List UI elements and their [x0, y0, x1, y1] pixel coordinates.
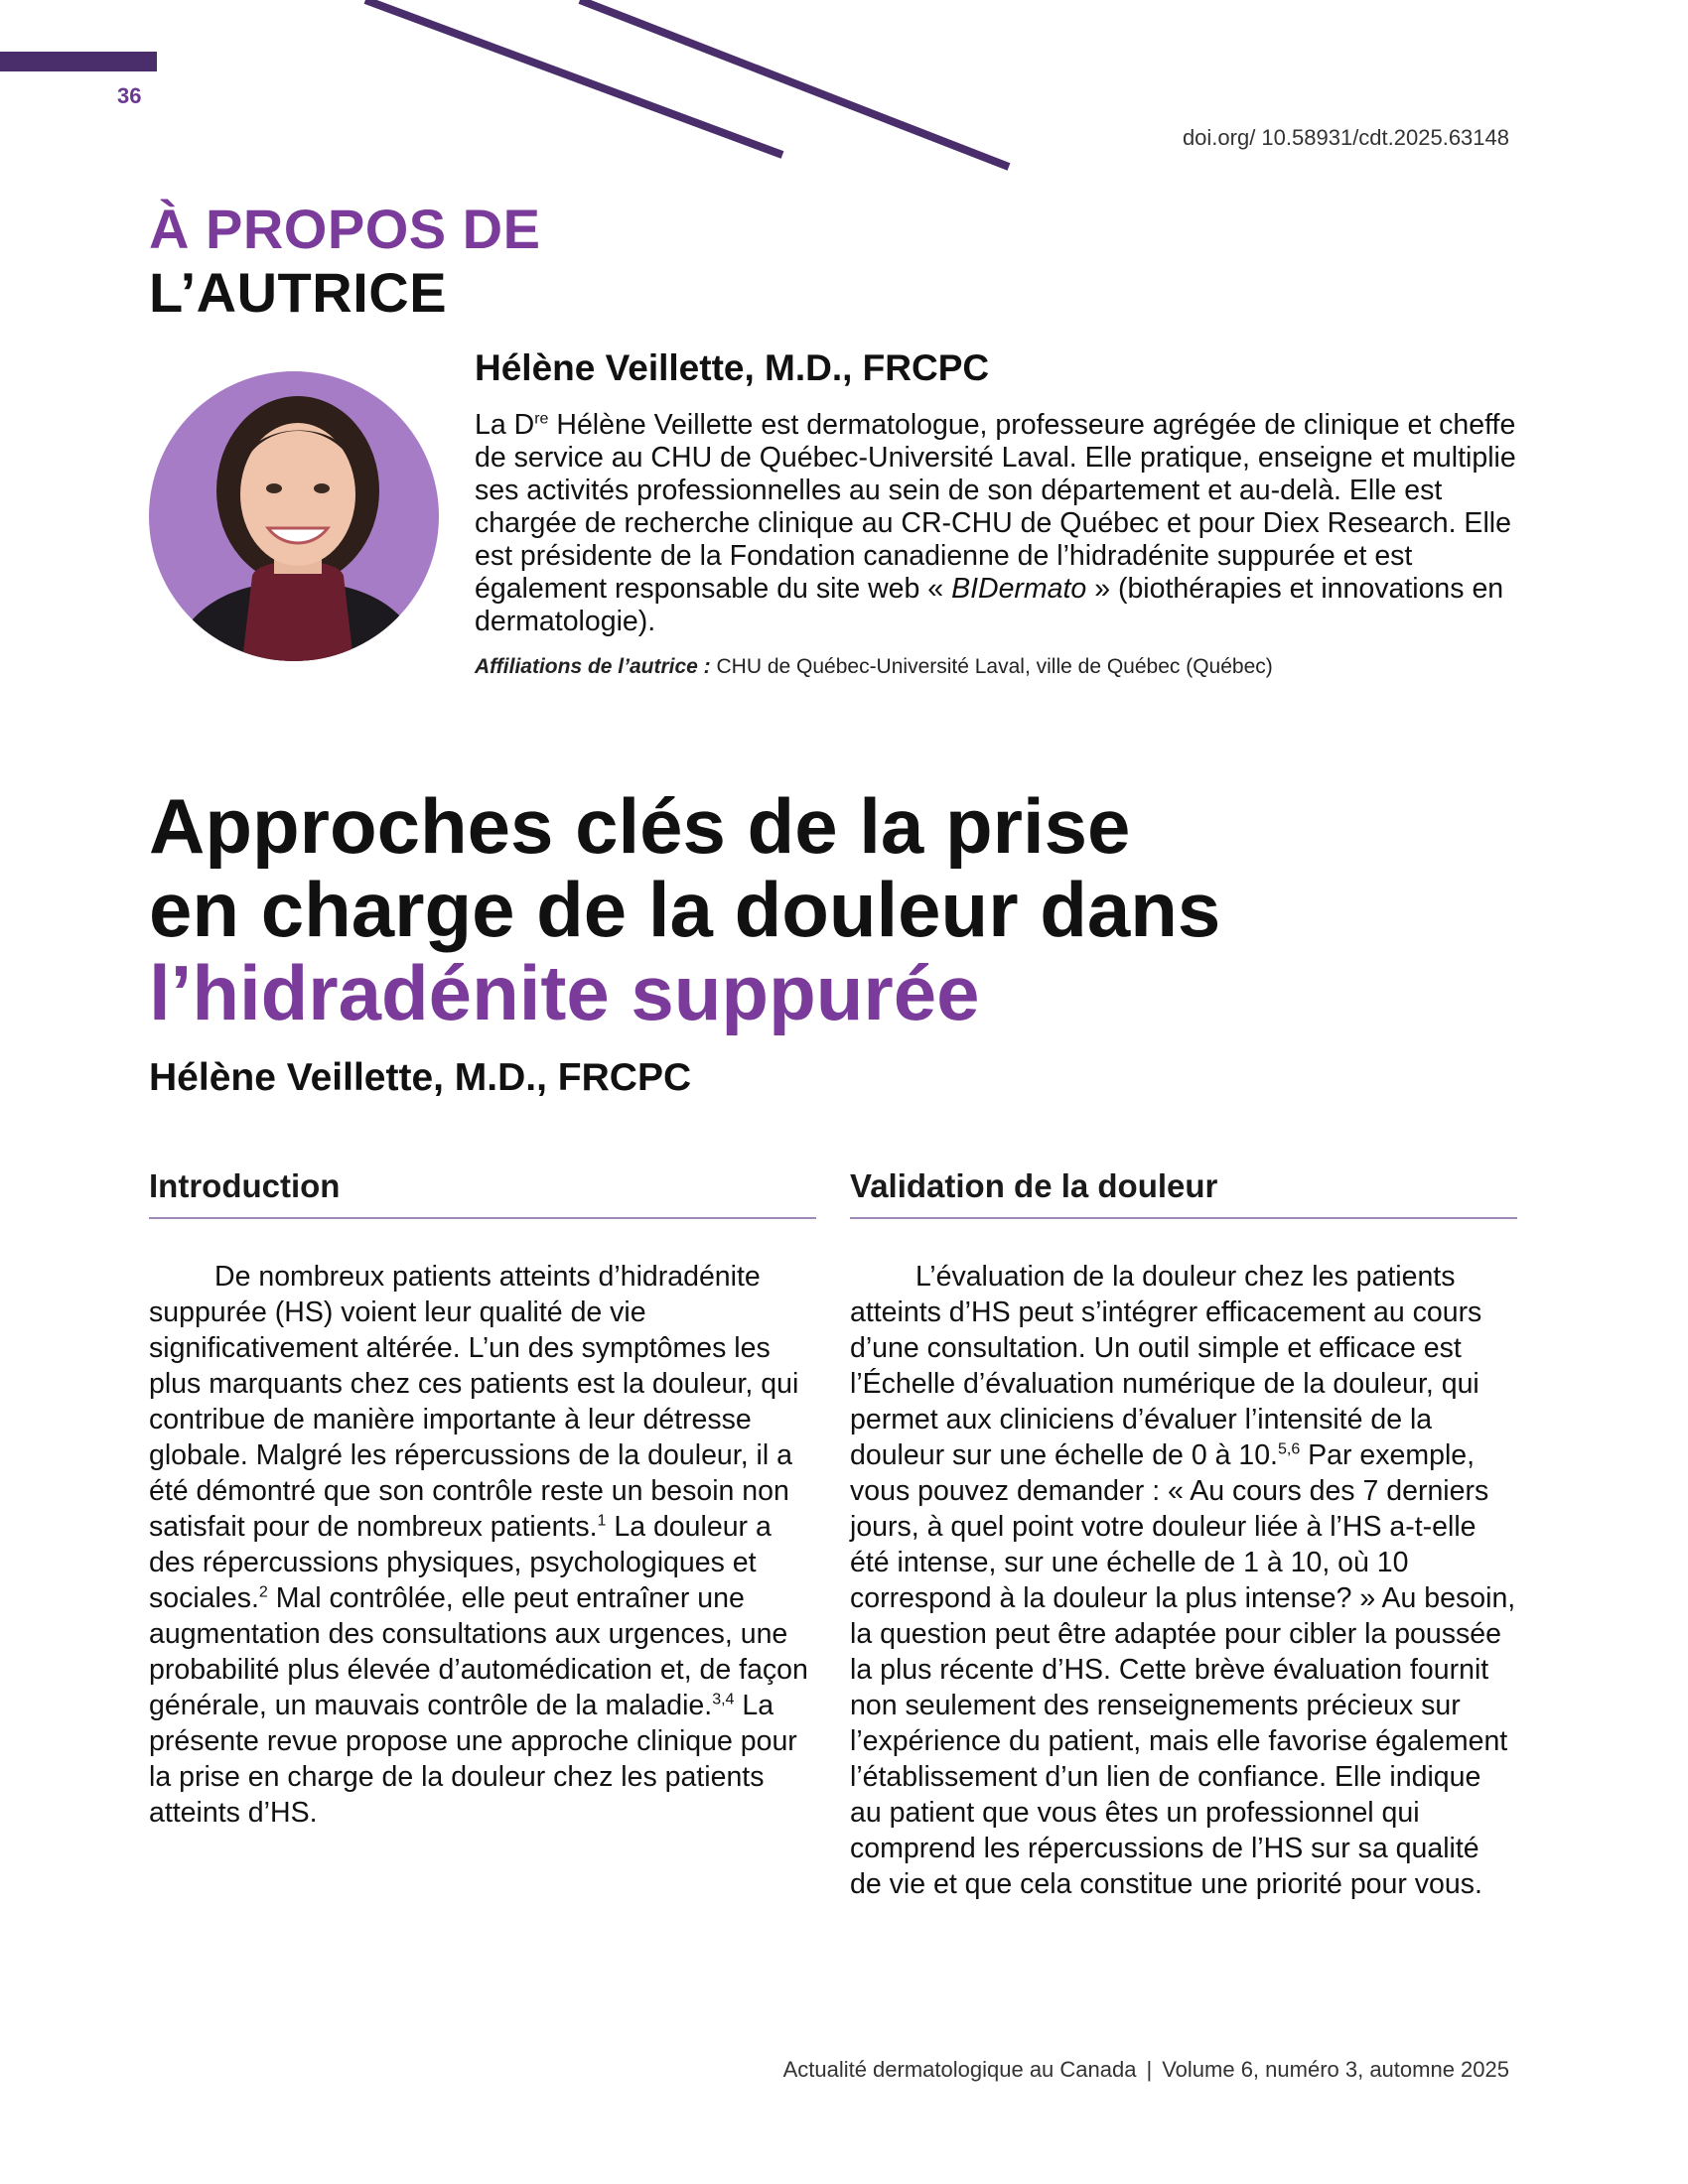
- validation-paragraph: L’évaluation de la douleur chez les patients atteints d’HS peut s’intégrer efficacement au cours d’une consultation. Un outil simple et efficace est l’Échelle d’évaluation numérique de la douleur, qui permet aux cliniciens d’évaluer l’intensité de la douleur sur une échelle de 0 à 10.$^{5,6}$ Par exemple, vous pouvez demander : « Au cours des 7 derniers jours, à quel point votre douleur liée à l’HS a-t-elle été intense, sur une échelle de 1 à 10, où 10 correspond à la douleur la plus intense? » Au besoin, la question peut être adaptée pour cibler la poussée la plus récente d’HS. Cette brève évaluation fournit non seulement des renseignements précieux sur l’expérience du patient, mais elle favorise également l’établissement d’un lien de confiance. Elle indique au patient que vous êtes un professionnel qui comprend les répercussions de l’HS sur sa qualité de vie et que cela constitue une priorité pour vous.: [850, 1261, 1516, 1900]
- page-footer: [783, 2057, 1509, 2083]
- article-title: [149, 784, 1440, 1034]
- title-line3: l’hidradénite suppurée: [149, 949, 980, 1036]
- author-name: Hélène Veillette, M.D., FRCPC: [475, 347, 990, 388]
- about-heading-line1: À PROPOS DE: [149, 198, 541, 260]
- section-heading-validation: Validation de la douleur: [850, 1167, 1517, 1219]
- introduction-paragraph: De nombreux patients atteints d’hidradénite suppurée (HS) voient leur qualité de vie significativement altérée. L’un des symptômes les plus marquants chez ces patients est la douleur, qui contribue de manière importante à leur détresse globale. Malgré les répercussions de la douleur, il a été démontré que son contrôle reste un besoin non satisfait pour de nombreux patients.$^1$ La douleur a des répercussions physiques, psychologiques et sociales.$^2$ Mal contrôlée, elle peut entraîner une augmentation des consultations aux urgences, une probabilité plus élevée d’automédication et, de façon générale, un mauvais contrôle de la maladie.$^{3,4}$ La présente revue propose une approche clinique pour la prise en charge de la douleur chez les patients atteints d’HS.: [149, 1261, 808, 1829]
- header-diagonal-lines: [0, 0, 1688, 199]
- title-line2: en charge de la douleur dans: [149, 866, 1221, 953]
- author-bio: La Dre Hélène Veillette est dermatologue, professeure agrégée de clinique et cheffe de service au CHU de Québec-Université Laval. Elle pratique, enseigne et multiplie ses activités professionnelles au sein de son département et au-delà. Elle est chargée de recherche clinique au CR-CHU de Québec et pour Diex Research. Elle est présidente de la Fondation canadienne de l’hidradénite suppurée et est également responsable du site web « BIDermato » (biothérapies et innovations en dermatologie).: [475, 409, 1516, 637]
- section-heading-introduction: Introduction: [149, 1167, 816, 1219]
- diagonal-line-2: [580, 0, 1009, 167]
- author-affiliation: Affiliations de l’autrice : CHU de Québec-Université Laval, ville de Québec (Québec): [475, 655, 1273, 678]
- page-number: 36: [117, 83, 142, 108]
- author-photo: [149, 371, 439, 661]
- diagonal-line-1: [365, 0, 782, 155]
- article-byline: Hélène Veillette, M.D., FRCPC: [149, 1056, 692, 1099]
- title-line1: Approches clés de la prise: [149, 782, 1131, 870]
- footer-separator: |: [1146, 2057, 1153, 2082]
- doi-link[interactable]: doi.org/ 10.58931/cdt.2025.63148: [1182, 125, 1509, 150]
- footer-journal: Actualité dermatologique au Canada: [782, 2057, 1137, 2082]
- footer-issue: Volume 6, numéro 3, automne 2025: [1162, 2057, 1509, 2082]
- about-heading-line2: L’AUTRICE: [149, 261, 448, 324]
